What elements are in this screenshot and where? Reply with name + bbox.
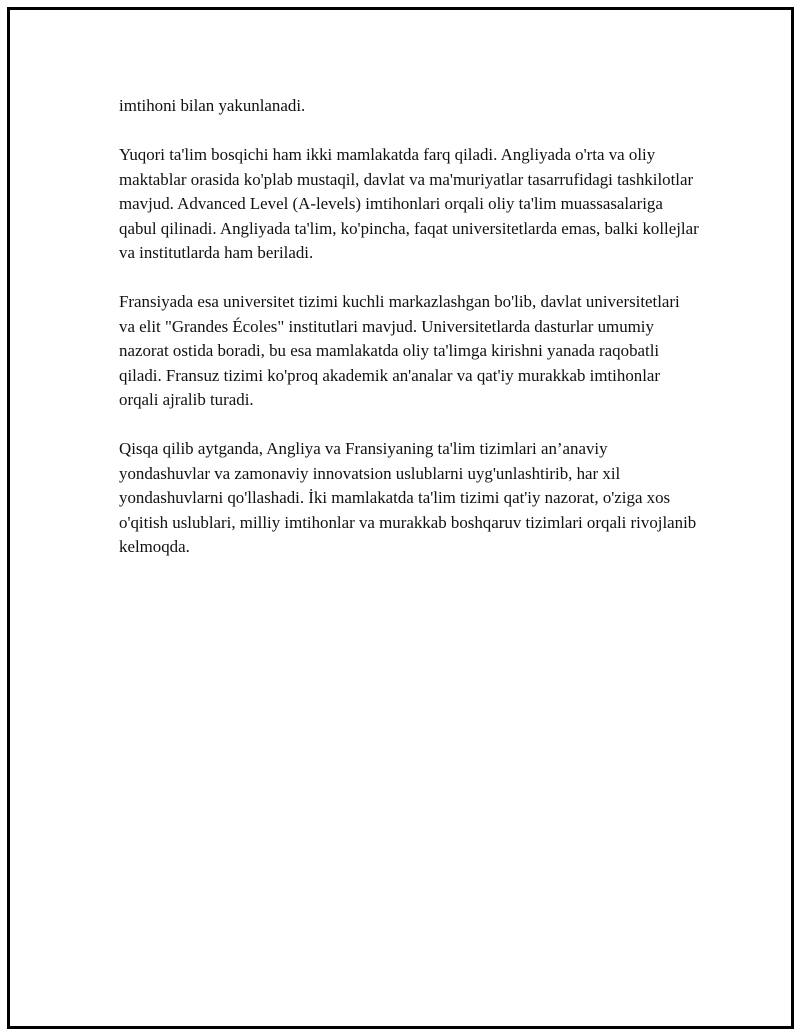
paragraph: Fransiyada esa universitet tizimi kuchli markazlashgan bo'lib, davlat universitetlari va elit "Grandes Écoles" institutlari mavjud. Universitetlarda dasturlar umumiy nazorat ostida boradi, bu esa mamlakatda oliy ta'limga kirishni yanada raqobatli qiladi. Fransuz tizimi ko'proq akademik an'analar va qat'iy murakkab imtihonlar orqali ajralib turadi.: [119, 292, 680, 409]
page-frame: [7, 7, 794, 1029]
page-body: [119, 94, 699, 584]
paragraph: imtihoni bilan yakunlanadi.: [119, 96, 306, 115]
paragraph: Yuqori ta'lim bosqichi ham ikki mamlakatda farq qiladi. Angliyada o'rta va oliy maktablar orasida ko'plab mustaqil, davlat va ma'muriyatlar tasarrufidagi tashkilotlar mavjud. Advanced Level (A-levels) imtihonlari orqali oliy ta'lim muassasalariga qabul qilinadi. Angliyada ta'lim, ko'pincha, faqat universitetlarda emas, balki kollejlar va institutlarda ham beriladi.: [119, 145, 699, 262]
paragraph: Qisqa qilib aytganda, Angliya va Fransiyaning ta'lim tizimlari an’anaviy yondashuvlar va zamonaviy innovatsion uslublarni uyg'unlashtirib, har xil yondashuvlarni qo'llashadi. İki mamlakatda ta'lim tizimi qat'iy nazorat, o'ziga xos o'qitish uslublari, milliy imtihonlar va murakkab boshqaruv tizimlari orqali rivojlanib kelmoqda.: [119, 439, 697, 556]
